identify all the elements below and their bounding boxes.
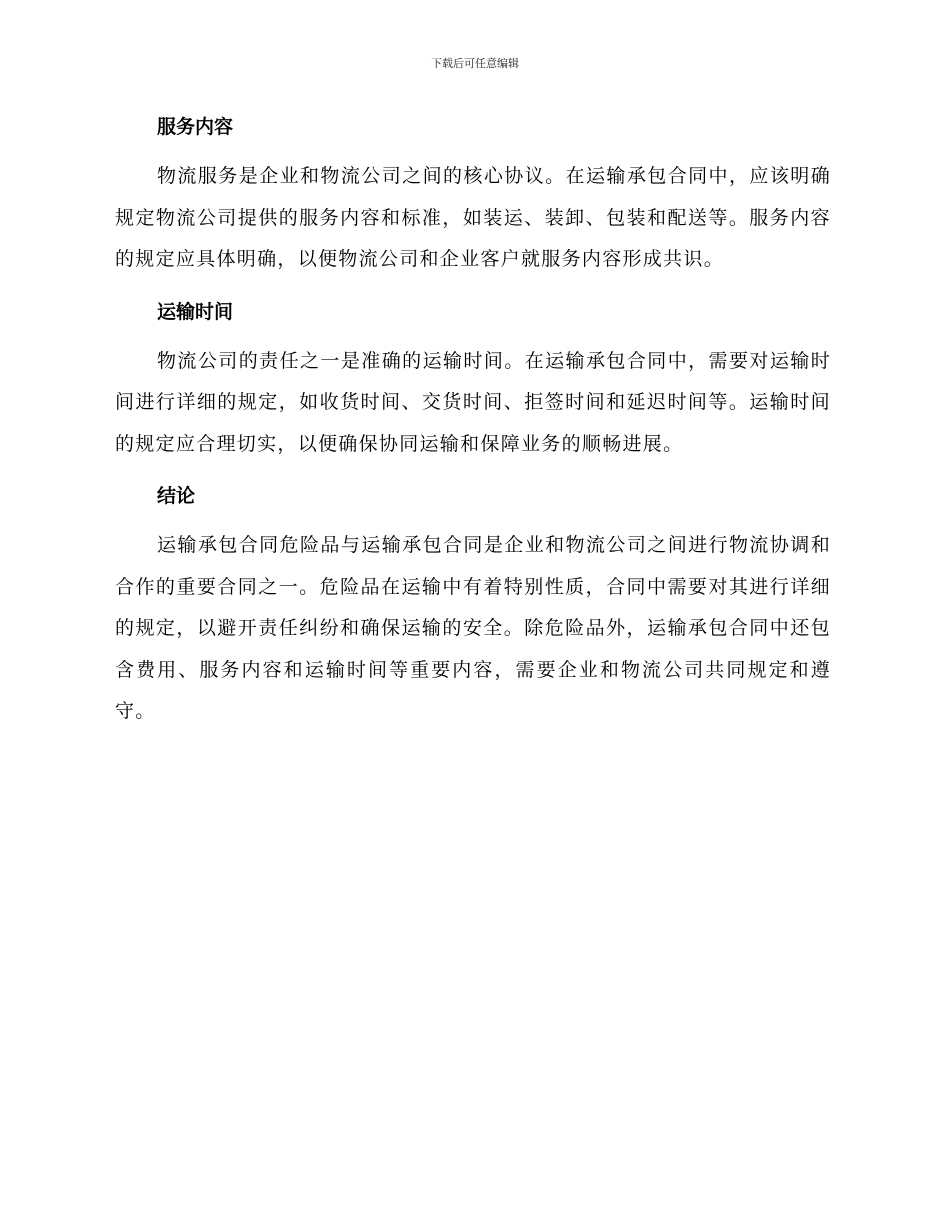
section-paragraph: 物流服务是企业和物流公司之间的核心协议。在运输承包合同中，应该明确规定物流公司提供的服务内容和标准，如装运、装卸、包装和配送等。服务内容的规定应具体明确，以便物流公司和企业客户就服务内容形成共识。 [115,165,831,270]
section-heading: 运输时间 [157,300,234,323]
document-body [115,112,831,749]
section-paragraph: 物流公司的责任之一是准确的运输时间。在运输承包合同中，需要对运输时间进行详细的规定，如收货时间、交货时间、拒签时间和延迟时间等。运输时间的规定应合理切实，以便确保协同运输和保障业务的顺畅进展。 [115,349,831,455]
page-header: 下载后可任意编辑 [431,57,519,70]
section-paragraph: 运输承包合同危险品与运输承包合同是企业和物流公司之间进行物流协调和合作的重要合同之一。危险品在运输中有着特别性质，合同中需要对其进行详细的规定，以避开责任纠纷和确保运输的安全。除危险品外，运输承包合同中还包含费用、服务内容和运输时间等重要内容，需要企业和物流公司共同规定和遵守。 [115,534,831,722]
section-heading: 结论 [157,485,196,507]
section-service-content [115,112,831,281]
section-conclusion [115,481,831,733]
section-heading: 服务内容 [157,116,234,138]
section-transport-time [115,297,831,466]
